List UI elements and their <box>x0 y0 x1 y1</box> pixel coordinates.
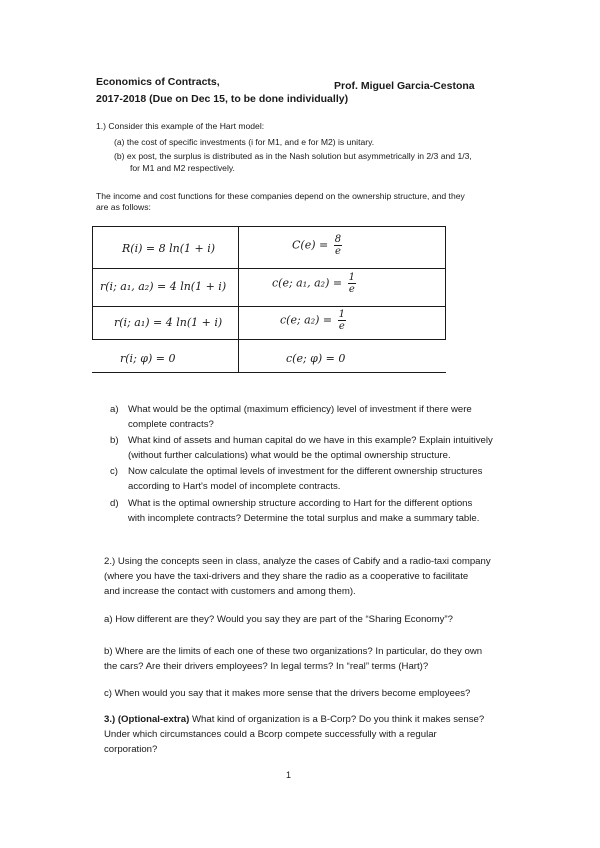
q1-question-d-label: d) <box>110 498 119 509</box>
q1-question-c-line2: according to Hart's model of incomplete contracts. <box>128 481 341 492</box>
q2-question-b-line2: the cars? Are their drivers employees? In legal terms? In “real” terms (Hart)? <box>104 661 429 672</box>
cost-total-numerator: 8 <box>334 234 342 245</box>
q3-line1 <box>104 712 544 727</box>
cost-a2-denominator: e <box>338 321 345 332</box>
course-title: Economics of Contracts, <box>96 76 220 88</box>
table-rule-2 <box>92 306 446 307</box>
cost-total-fraction <box>334 234 342 257</box>
q1-question-a-line1: What would be the optimal (maximum efficiency) level of investment if there were <box>128 404 472 415</box>
table-rule-left <box>92 226 93 339</box>
q2-intro-line2: (where you have the taxi-drivers and they share the radio as a cooperative to facilitate <box>104 571 469 582</box>
cost-a2-lhs: c(e; a₂) = <box>280 313 333 327</box>
cost-total-lhs: C(e) = <box>292 238 329 252</box>
q3-line1-text: What kind of organization is a B-Corp? Do you think it makes sense? <box>189 714 485 725</box>
cost-a2-fraction <box>338 309 346 332</box>
q2-question-c: c) When would you say that it makes more sense that the drivers become employees? <box>104 688 471 699</box>
q3-label: 3.) (Optional-extra) <box>104 714 190 725</box>
income-joint: r(i; a₁, a₂) = 4 ln(1 + i) <box>100 280 227 293</box>
q2-question-b <box>104 644 544 674</box>
cost-a2 <box>280 309 346 332</box>
term-due-note: 2017-2018 (Due on Dec 15, to be done individually) <box>96 93 349 105</box>
table-rule-top <box>92 226 446 227</box>
table-rule-1 <box>92 268 446 269</box>
table-rule-middle <box>238 226 239 372</box>
cost-joint-denominator: e <box>348 284 355 295</box>
cost-none: c(e; φ) = 0 <box>286 352 346 365</box>
table-intro-line2: are as follows: <box>96 202 151 212</box>
q1-question-a-line2: complete contracts? <box>128 419 214 430</box>
income-total: R(i) = 8 ln(1 + i) <box>122 242 216 255</box>
q3-line2: Under which circumstances could a Bcorp compete successfully with a regular <box>104 729 437 740</box>
q1-item-b <box>114 150 472 162</box>
q1-question-c <box>110 464 538 494</box>
q1-item-a-text: the cost of specific investments (i for M1, and e for M2) is unitary. <box>126 137 375 147</box>
q1-question-c-line1: Now calculate the optimal levels of investment for the different ownership structures <box>128 466 483 477</box>
cost-joint-lhs: c(e; a₁, a₂) = <box>272 276 343 290</box>
q2-question-b-line1: b) Where are the limits of each one of these two organizations? In particular, do they own <box>104 646 483 657</box>
cost-total-denominator: e <box>334 246 341 257</box>
q3-question <box>104 712 544 757</box>
q1-question-b <box>110 433 538 463</box>
cost-total <box>292 234 342 257</box>
income-none: r(i; φ) = 0 <box>120 352 176 365</box>
q1-question-a <box>110 402 538 432</box>
table-intro-line1: The income and cost functions for these companies depend on the ownership structure, and they <box>96 191 465 201</box>
q1-question-b-label: b) <box>110 435 119 446</box>
q1-item-b-text: ex post, the surplus is distributed as in the Nash solution but asymmetrically in 2/3 and 1/3, <box>126 151 472 161</box>
q1-item-a-label: (a) <box>114 137 125 147</box>
income-a1: r(i; a₁) = 4 ln(1 + i) <box>114 316 223 329</box>
q1-intro: 1.) Consider this example of the Hart model: <box>96 121 265 131</box>
q3-line3: corporation? <box>104 744 158 755</box>
q1-item-a <box>114 136 374 148</box>
cost-joint-numerator: 1 <box>348 272 355 283</box>
q1-question-b-line2: (without further calculations) what would be the optimal ownership structure. <box>128 450 451 461</box>
q1-question-c-label: c) <box>110 466 118 477</box>
q1-question-b-line1: What kind of assets and human capital do we have in this example? Explain intuitively <box>128 435 493 446</box>
professor-name: Prof. Miguel Garcia-Cestona <box>334 80 475 92</box>
q1-question-a-label: a) <box>110 404 119 415</box>
q1-question-d <box>110 496 538 526</box>
q1-question-d-line1: What is the optimal ownership structure according to Hart for the different options <box>128 498 473 509</box>
q2-question-a: a) How different are they? Would you say they are part of the “Sharing Economy”? <box>104 614 453 625</box>
cost-a2-numerator: 1 <box>338 309 346 320</box>
q2-intro <box>104 554 544 599</box>
q1-item-b-label: (b) <box>114 151 125 161</box>
table-rule-bottom <box>92 372 446 373</box>
table-rule-3 <box>92 339 446 340</box>
table-rule-right <box>445 226 446 339</box>
cost-joint-fraction <box>348 272 356 295</box>
page-number: 1 <box>286 770 292 780</box>
cost-joint <box>272 272 356 295</box>
q1-item-b-cont: for M1 and M2 respectively. <box>130 163 235 173</box>
income-cost-table <box>92 212 446 372</box>
q1-question-d-line2: with incomplete contracts? Determine the total surplus and make a summary table. <box>128 513 480 524</box>
q2-intro-line3: and increase the contact with customers and among them). <box>104 586 356 597</box>
q2-intro-line1: 2.) Using the concepts seen in class, analyze the cases of Cabify and a radio-taxi company <box>104 556 491 567</box>
